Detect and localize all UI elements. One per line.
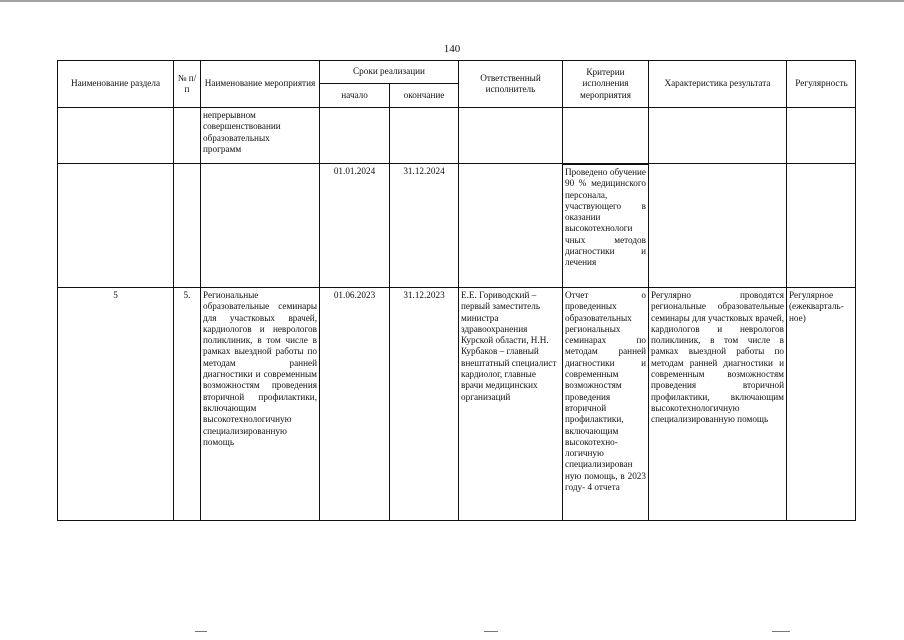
row2-responsible (458, 163, 562, 287)
header-end: окончание (389, 83, 458, 107)
row1-responsible (458, 107, 562, 163)
header-responsible: Ответственный исполнитель (458, 60, 562, 107)
table-bottom-border (57, 520, 856, 521)
row1-result (648, 107, 786, 163)
row2-start: 01.01.2024 (319, 163, 389, 287)
table-right-border (855, 60, 856, 521)
row1-end (389, 107, 458, 163)
row1-num (173, 107, 200, 163)
row1-section (57, 107, 173, 163)
header-start: начало (319, 83, 389, 107)
header-criteria: Критерии исполнения мероприятия (562, 60, 648, 107)
row2-end: 31.12.2024 (389, 163, 458, 287)
row3-criteria: Отчет о проведенных образовательных региональных семинарах по методам ранней диагностики и современным возможностям проведения вторичной профилактики, включающим высокотехно-логичную специализирован ную помощь, в 2023 году- 4 отчета (562, 287, 648, 521)
header-event: Наименование мероприятия (200, 60, 319, 107)
scan-mark (195, 631, 207, 632)
row3-event: Региональные образовательные семинары для участковых врачей, кардиологов и неврологов поликлиник, в том числе в рамках выездной работы по методам ранней диагностики и современным возможностям проведения вторичной профилактики, включающим высокотехнологичную специализированную помощь (200, 287, 319, 521)
page-number: 140 (443, 43, 461, 55)
row2-result (648, 163, 786, 287)
row1-event: непрерывном совершенствовании образовательных программ (200, 107, 319, 163)
row3-result: Регулярно проводятся региональные образовательные семинары для участковых врачей, кардиологов и неврологов поликлиник, в том числе в рамках выездной работы по методам ранней диагностики и современным возможностям проведения вторичной профилактики, включающим высокотехнологичную специализированную помощь (648, 287, 786, 521)
row2-num (173, 163, 200, 287)
header-regularity: Регулярность (786, 60, 856, 107)
row1-start (319, 107, 389, 163)
row3-num: 5. (173, 287, 200, 521)
row3-responsible: Е.Е. Гориводский – первый заместитель министра здравоохранения Курской области, Н.Н. Курбаков – главный внештатный специалист кардиолог, главные врачи медицинских организаций (458, 287, 562, 521)
header-terms: Сроки реализации (319, 60, 458, 83)
row2-section (57, 163, 173, 287)
header-result: Характеристика результата (648, 60, 786, 107)
scan-mark (772, 631, 790, 632)
header-section: Наименование раздела (57, 60, 173, 107)
row3-section: 5 (57, 287, 173, 521)
scan-mark (484, 631, 498, 632)
header-num: № п/п (173, 60, 200, 107)
row2-event (200, 163, 319, 287)
row1-regularity (786, 107, 856, 163)
row3-regularity: Регулярное (ежекварталь-ное) (786, 287, 856, 521)
row2-criteria: Проведено обучение 90 % медицинского персонала, участвующего в оказании высокотехнологи чных методов диагностики и лечения (562, 163, 648, 287)
row3-start: 01.06.2023 (319, 287, 389, 521)
row3-end: 31.12.2023 (389, 287, 458, 521)
row2-regularity (786, 163, 856, 287)
row1-criteria (562, 107, 648, 163)
